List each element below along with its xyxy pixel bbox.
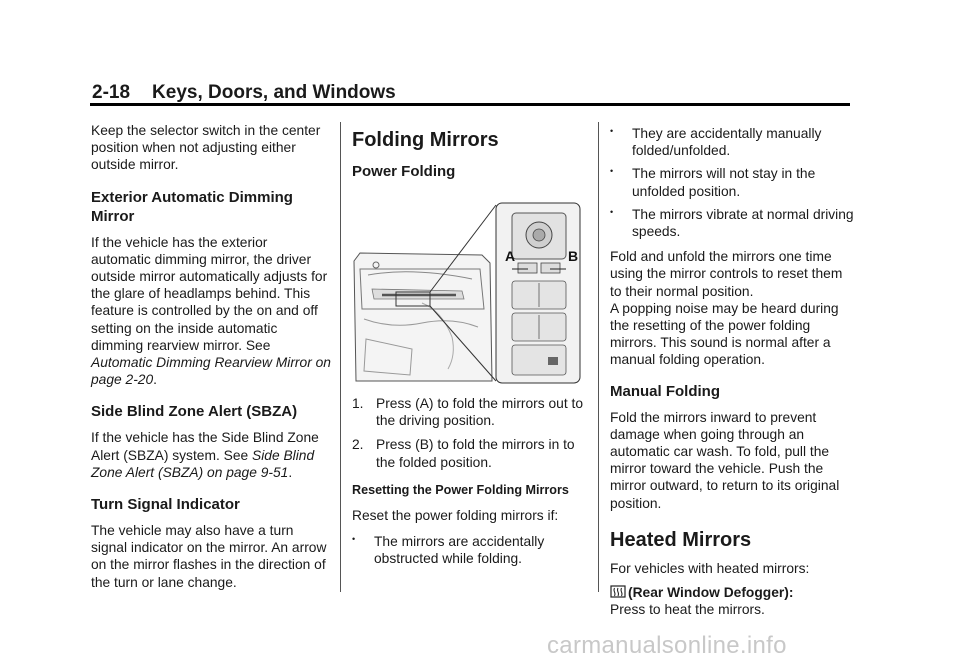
step-number: 2. — [352, 437, 364, 453]
defogger-instruction: Press to heat the mirrors. — [610, 602, 765, 618]
list-item — [610, 165, 855, 199]
paragraph-text: If the vehicle has the Side Blind Zone Alert (SBZA) system. See — [91, 430, 319, 463]
step-text: Press (B) to fold the mirrors in to the folded position. — [376, 437, 575, 470]
subheading-resetting: Resetting the Power Folding Mirrors — [352, 482, 569, 497]
exterior-dimming-paragraph — [91, 234, 331, 389]
list-item — [352, 436, 586, 470]
sbza-paragraph — [91, 429, 331, 481]
bullet-text: They are accidentally manually folded/unfolded. — [632, 126, 822, 159]
step-text: Press (A) to fold the mirrors out to the driving position. — [376, 396, 584, 429]
intro-paragraph: Keep the selector switch in the center position when not adjusting either outside mirror. — [91, 123, 321, 173]
paragraph-text: . — [288, 464, 293, 480]
heated-intro-paragraph: For vehicles with heated mirrors: — [610, 560, 810, 576]
list-item — [352, 533, 586, 567]
door-switch-figure — [352, 199, 584, 385]
paragraph-text: . — [153, 372, 157, 388]
section-heading-sbza: Side Blind Zone Alert (SBZA) — [91, 403, 298, 421]
defogger-label-line — [610, 584, 855, 601]
steps-list — [352, 395, 586, 471]
list-item — [352, 395, 586, 429]
watermark: carmanualsonline.info — [547, 632, 787, 659]
section-heading-folding-mirrors: Folding Mirrors — [352, 129, 499, 151]
bullet-marker: • — [610, 166, 614, 177]
cross-reference-link[interactable]: Automatic Dimming Rearview Mirror on page 2-20 — [91, 355, 331, 388]
reset-paragraph: Fold and unfold the mirrors one time using the mirror controls to reset them to their normal position. — [610, 249, 843, 299]
reset-intro-paragraph: Reset the power folding mirrors if: — [352, 507, 559, 523]
column-divider-2 — [598, 122, 599, 592]
column-1 — [91, 122, 331, 591]
bullet-text: The mirrors are accidentally obstructed while folding. — [374, 534, 545, 567]
popping-noise-paragraph: A popping noise may be heard during the resetting of the power folding mirrors. This sound is normal after a manual folding operation. — [610, 300, 839, 368]
door-panel-illustration — [352, 199, 584, 385]
bullet-text: The mirrors vibrate at normal driving speeds. — [632, 206, 854, 240]
cross-reference-link[interactable]: Side Blind Zone Alert (SBZA) on page 9-51 — [91, 447, 315, 480]
rear-defogger-icon — [610, 585, 626, 600]
subheading-power-folding: Power Folding — [352, 163, 456, 180]
turn-signal-paragraph: The vehicle may also have a turn signal indicator on the mirror. An arrow on the mirror flashes in the direction of the turn or lane change. — [91, 523, 327, 590]
section-heading-exterior-dimming: Exterior Automatic Dimming Mirror — [91, 188, 293, 225]
callout-label-b: B — [568, 248, 579, 264]
list-item — [610, 125, 855, 159]
list-item — [610, 206, 855, 240]
section-heading-turn-signal: Turn Signal Indicator — [91, 496, 240, 514]
column-divider-1 — [340, 122, 341, 592]
manual-folding-paragraph: Fold the mirrors inward to prevent damage when going through an automatic car wash. To fold, pull the mirror toward the vehicle. Push the mirror outward, to return to its original position. — [610, 409, 840, 511]
callout-label-a: A — [505, 248, 516, 264]
column-3 — [610, 122, 855, 618]
step-number: 1. — [352, 396, 364, 411]
bullet-marker: • — [610, 206, 614, 217]
column-2 — [352, 122, 586, 567]
chapter-title: Keys, Doors, and Windows — [152, 82, 396, 103]
page-header — [92, 82, 850, 104]
defogger-label: (Rear Window Defogger): — [628, 585, 794, 601]
bullet-text: The mirrors will not stay in the unfolded position. — [632, 166, 816, 199]
paragraph-text: If the vehicle has the exterior automatic dimming mirror, the driver outside mirror automatically adjusts for the glare of headlamps behind. This feature is controlled by the on and off setting on the inside automatic dimming rearview mirror. See — [91, 234, 328, 353]
section-heading-heated-mirrors: Heated Mirrors — [610, 528, 752, 551]
header-rule — [90, 103, 850, 106]
bullet-marker: • — [352, 534, 356, 545]
bullet-marker: • — [610, 126, 614, 136]
page-number: 2-18 — [92, 82, 131, 103]
section-heading-manual-folding: Manual Folding — [610, 382, 720, 400]
